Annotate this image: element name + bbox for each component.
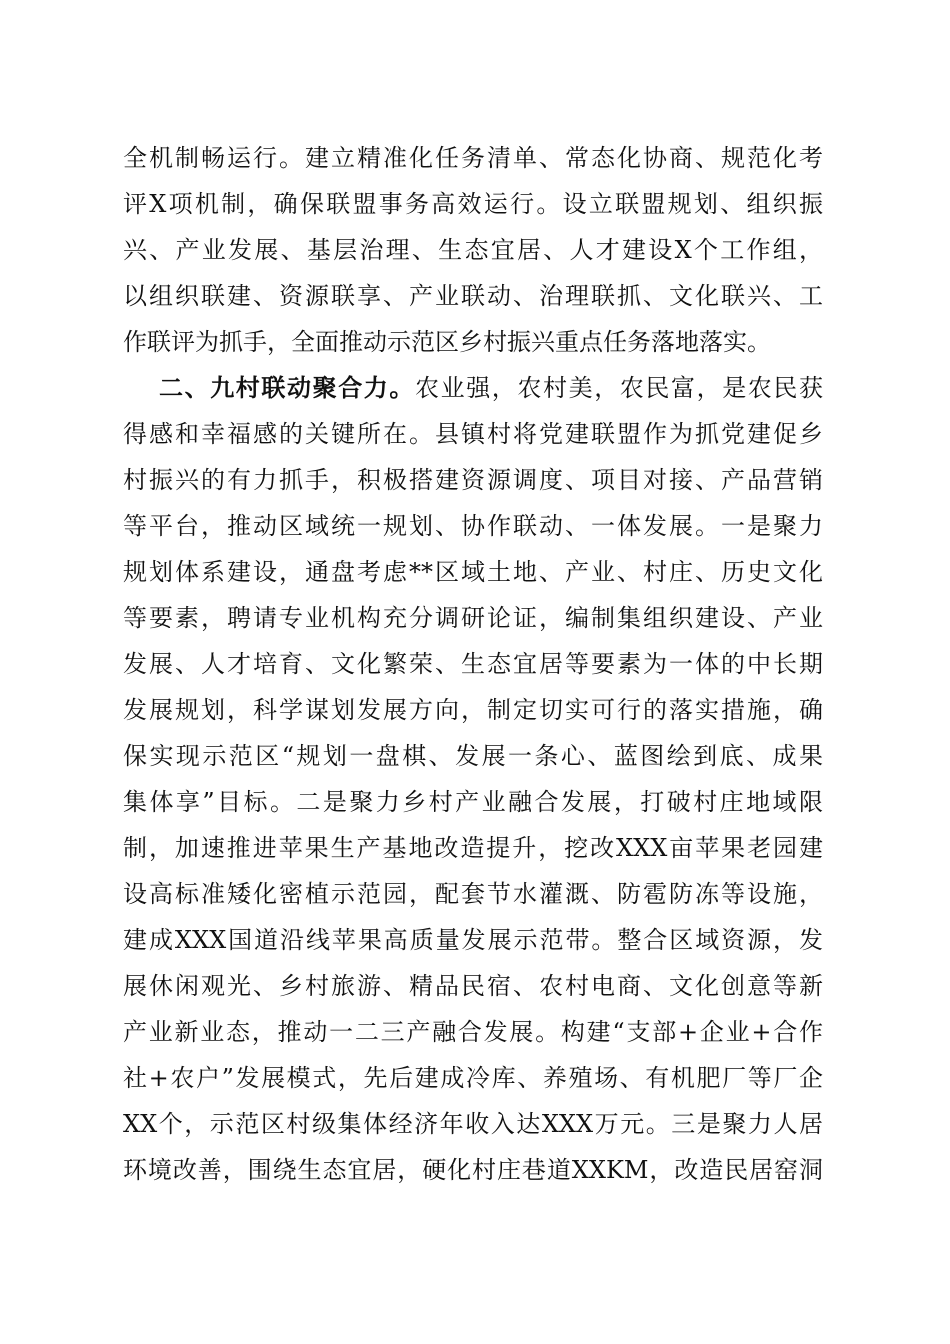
paragraph-line: 展休闲观光、乡村旅游、精品民宿、农村电商、文化创意等新 [123, 972, 823, 1000]
paragraph-line: 环境改善，围绕生态宜居，硬化村庄巷道XXKM，改造民居窑洞 [123, 1156, 823, 1184]
paragraph-line: 全机制畅运行。建立精准化任务清单、常态化协商、规范化考 [123, 144, 823, 172]
paragraph-line: 规划体系建设，通盘考虑**区域土地、产业、村庄、历史文化 [123, 558, 823, 586]
paragraph-line: 等平台，推动区域统一规划、协作联动、一体发展。一是聚力 [123, 512, 823, 540]
paragraph-line: 设高标准矮化密植示范园，配套节水灌溉、防雹防冻等设施， [123, 880, 823, 908]
paragraph-line: XX个，示范区村级集体经济年收入达XXX万元。三是聚力人居 [123, 1110, 823, 1138]
paragraph-line: 兴、产业发展、基层治理、生态宜居、人才建设X个工作组， [123, 236, 823, 264]
paragraph-line: 社+农户”发展模式，先后建成冷库、养殖场、有机肥厂等厂企 [123, 1064, 823, 1092]
paragraph-line: 得感和幸福感的关键所在。县镇村将党建联盟作为抓党建促乡 [123, 420, 823, 448]
section-first-line [159, 368, 823, 408]
paragraph-line: 作联评为抓手，全面推动示范区乡村振兴重点任务落地落实。 [123, 328, 771, 356]
paragraph-line: 保实现示范区“规划一盘棋、发展一条心、蓝图绘到底、成果 [123, 742, 823, 770]
section-heading: 二、九村联动聚合力。 [159, 374, 415, 402]
paragraph-line: 以组织联建、资源联享、产业联动、治理联抓、文化联兴、工 [123, 282, 823, 310]
paragraph-line: 发展、人才培育、文化繁荣、生态宜居等要素为一体的中长期 [123, 650, 823, 678]
paragraph-line: 建成XXX国道沿线苹果高质量发展示范带。整合区域资源，发 [123, 926, 823, 954]
section-lead-text: 农业强，农村美，农民富，是农民获 [415, 374, 823, 402]
paragraph-line: 评X项机制，确保联盟事务高效运行。设立联盟规划、组织振 [123, 190, 823, 218]
paragraph-line: 产业新业态，推动一二三产融合发展。构建“支部+企业+合作 [123, 1018, 823, 1046]
paragraph-line: 等要素，聘请专业机构充分调研论证，编制集组织建设、产业 [123, 604, 823, 632]
paragraph-line: 发展规划，科学谋划发展方向，制定切实可行的落实措施，确 [123, 696, 823, 724]
paragraph-line: 制，加速推进苹果生产基地改造提升，挖改XXX亩苹果老园建 [123, 834, 823, 862]
paragraph-line: 村振兴的有力抓手，积极搭建资源调度、项目对接、产品营销 [123, 466, 823, 494]
paragraph-line: 集体享”目标。二是聚力乡村产业融合发展，打破村庄地域限 [123, 788, 823, 816]
